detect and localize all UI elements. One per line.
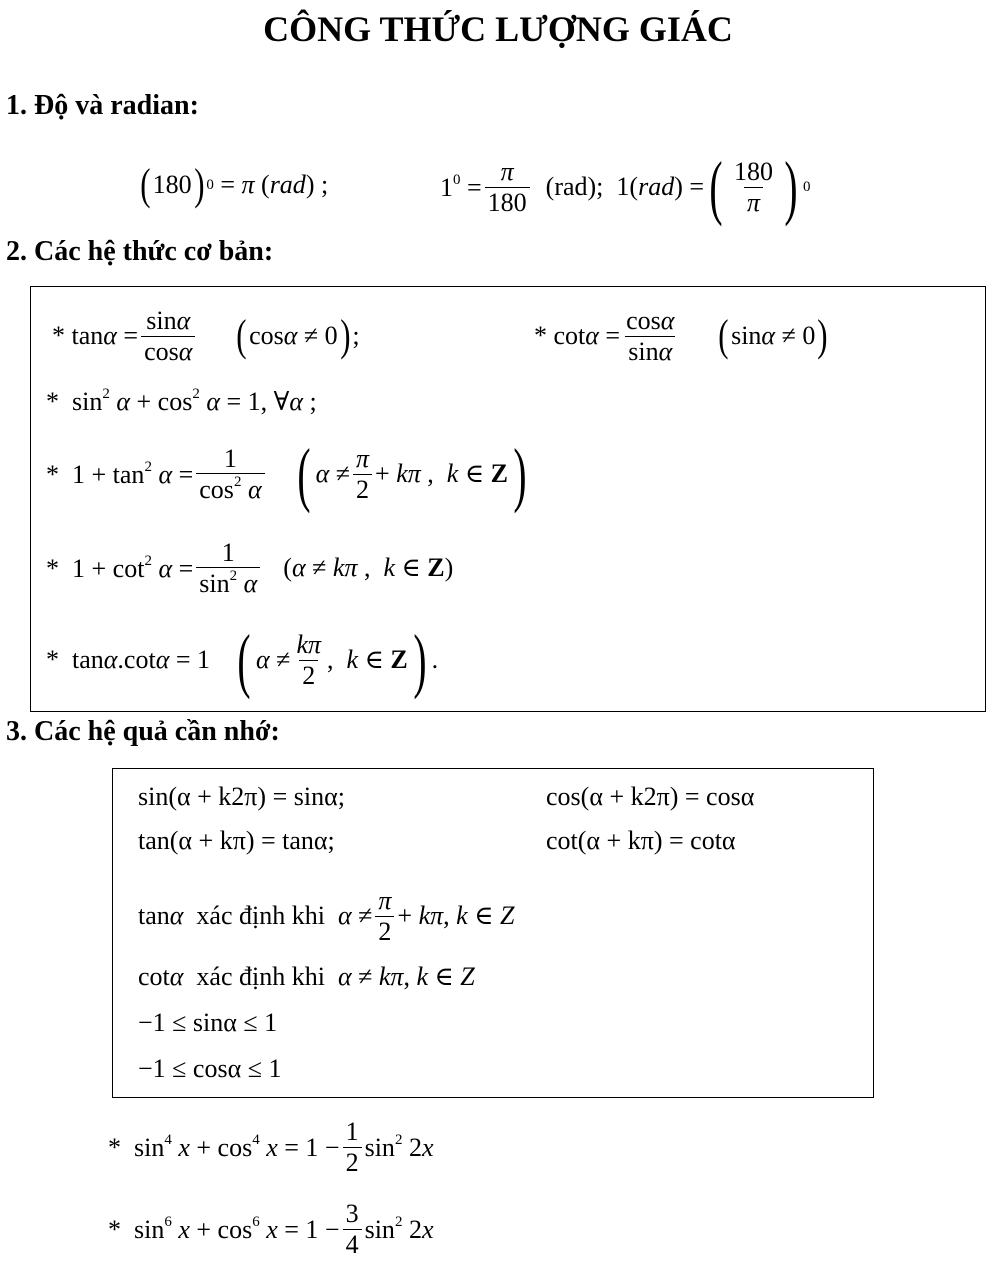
formula-one-degree: $1^0$ = $\frac{\pi}{180}$ (rad); 1(rad) = ( $\frac{180}{\pi}$ ) 0 xyxy=(440,147,811,227)
formula-pythagorean: * $\sin^2 \alpha + \cos^2 \alpha = 1$, ∀α ; xyxy=(46,385,317,416)
formula-tan-definition: * tanα = $\frac{\sin\alpha}{\cos\alpha}$ ( cosα ≠ 0 ) ; xyxy=(52,306,360,366)
formula-sixth-power: * $\sin^6 x + \cos^6 x = 1$ − $\frac{3}{4}$ $\sin^2 2x$ xyxy=(108,1199,434,1259)
page-title: CÔNG THỨC LƯỢNG GIÁC xyxy=(263,9,733,49)
section-heading-3: 3. Các hệ quả cần nhớ: xyxy=(6,716,280,747)
formula-cot-period: cot(α + kπ) = cotα xyxy=(546,826,736,855)
formula-cos-period: cos(α + k2π) = cosα xyxy=(546,782,755,811)
formula-cot-definition: * cotα = $\frac{\cos\alpha}{\sin\alpha}$ ( sinα ≠ 0 ) xyxy=(534,306,828,366)
formula-cot-domain: cotα xác định khi α ≠ kπ, k ∈ Z xyxy=(138,962,475,991)
formula-cos-bounds: −1 ≤ cosα ≤ 1 xyxy=(138,1054,282,1083)
formula-one-plus-cot-squared: * $1 + \cot^2 \alpha$ = $\frac{1}{\sin^2 \alpha}$ (α ≠ kπ , k ∈ Z) xyxy=(46,537,454,598)
formula-tan-times-cot: * tanα.cotα = 1 ( α ≠ $\frac{k\pi}{2}$ , k ∈ Z ) . xyxy=(46,620,439,700)
formula-degree-to-rad: ( 180 ) 0 = π (rad) ; xyxy=(140,160,329,209)
formula-one-plus-tan-squared: * $1 + \tan^2 \alpha$ = $\frac{1}{\cos^2 \alpha}$ ( α ≠ $\frac{\pi}{2}$ + kπ , k ∈ Z ) xyxy=(46,434,527,514)
formula-sin-bounds: −1 ≤ sinα ≤ 1 xyxy=(138,1008,278,1037)
formula-sin-period: sin(α + k2π) = sinα; xyxy=(138,782,345,811)
formula-tan-domain: tanα xác định khi α ≠ $\frac{\pi}{2}$ + kπ, k ∈ Z xyxy=(138,886,515,946)
section-heading-1: 1. Độ và radian: xyxy=(6,90,199,121)
formula-fourth-power: * $\sin^4 x + \cos^4 x = 1$ − $\frac{1}{2}$ $\sin^2 2x$ xyxy=(108,1117,434,1177)
formula-tan-period: tan(α + kπ) = tanα; xyxy=(138,826,335,855)
section-heading-2: 2. Các hệ thức cơ bản: xyxy=(6,236,274,267)
